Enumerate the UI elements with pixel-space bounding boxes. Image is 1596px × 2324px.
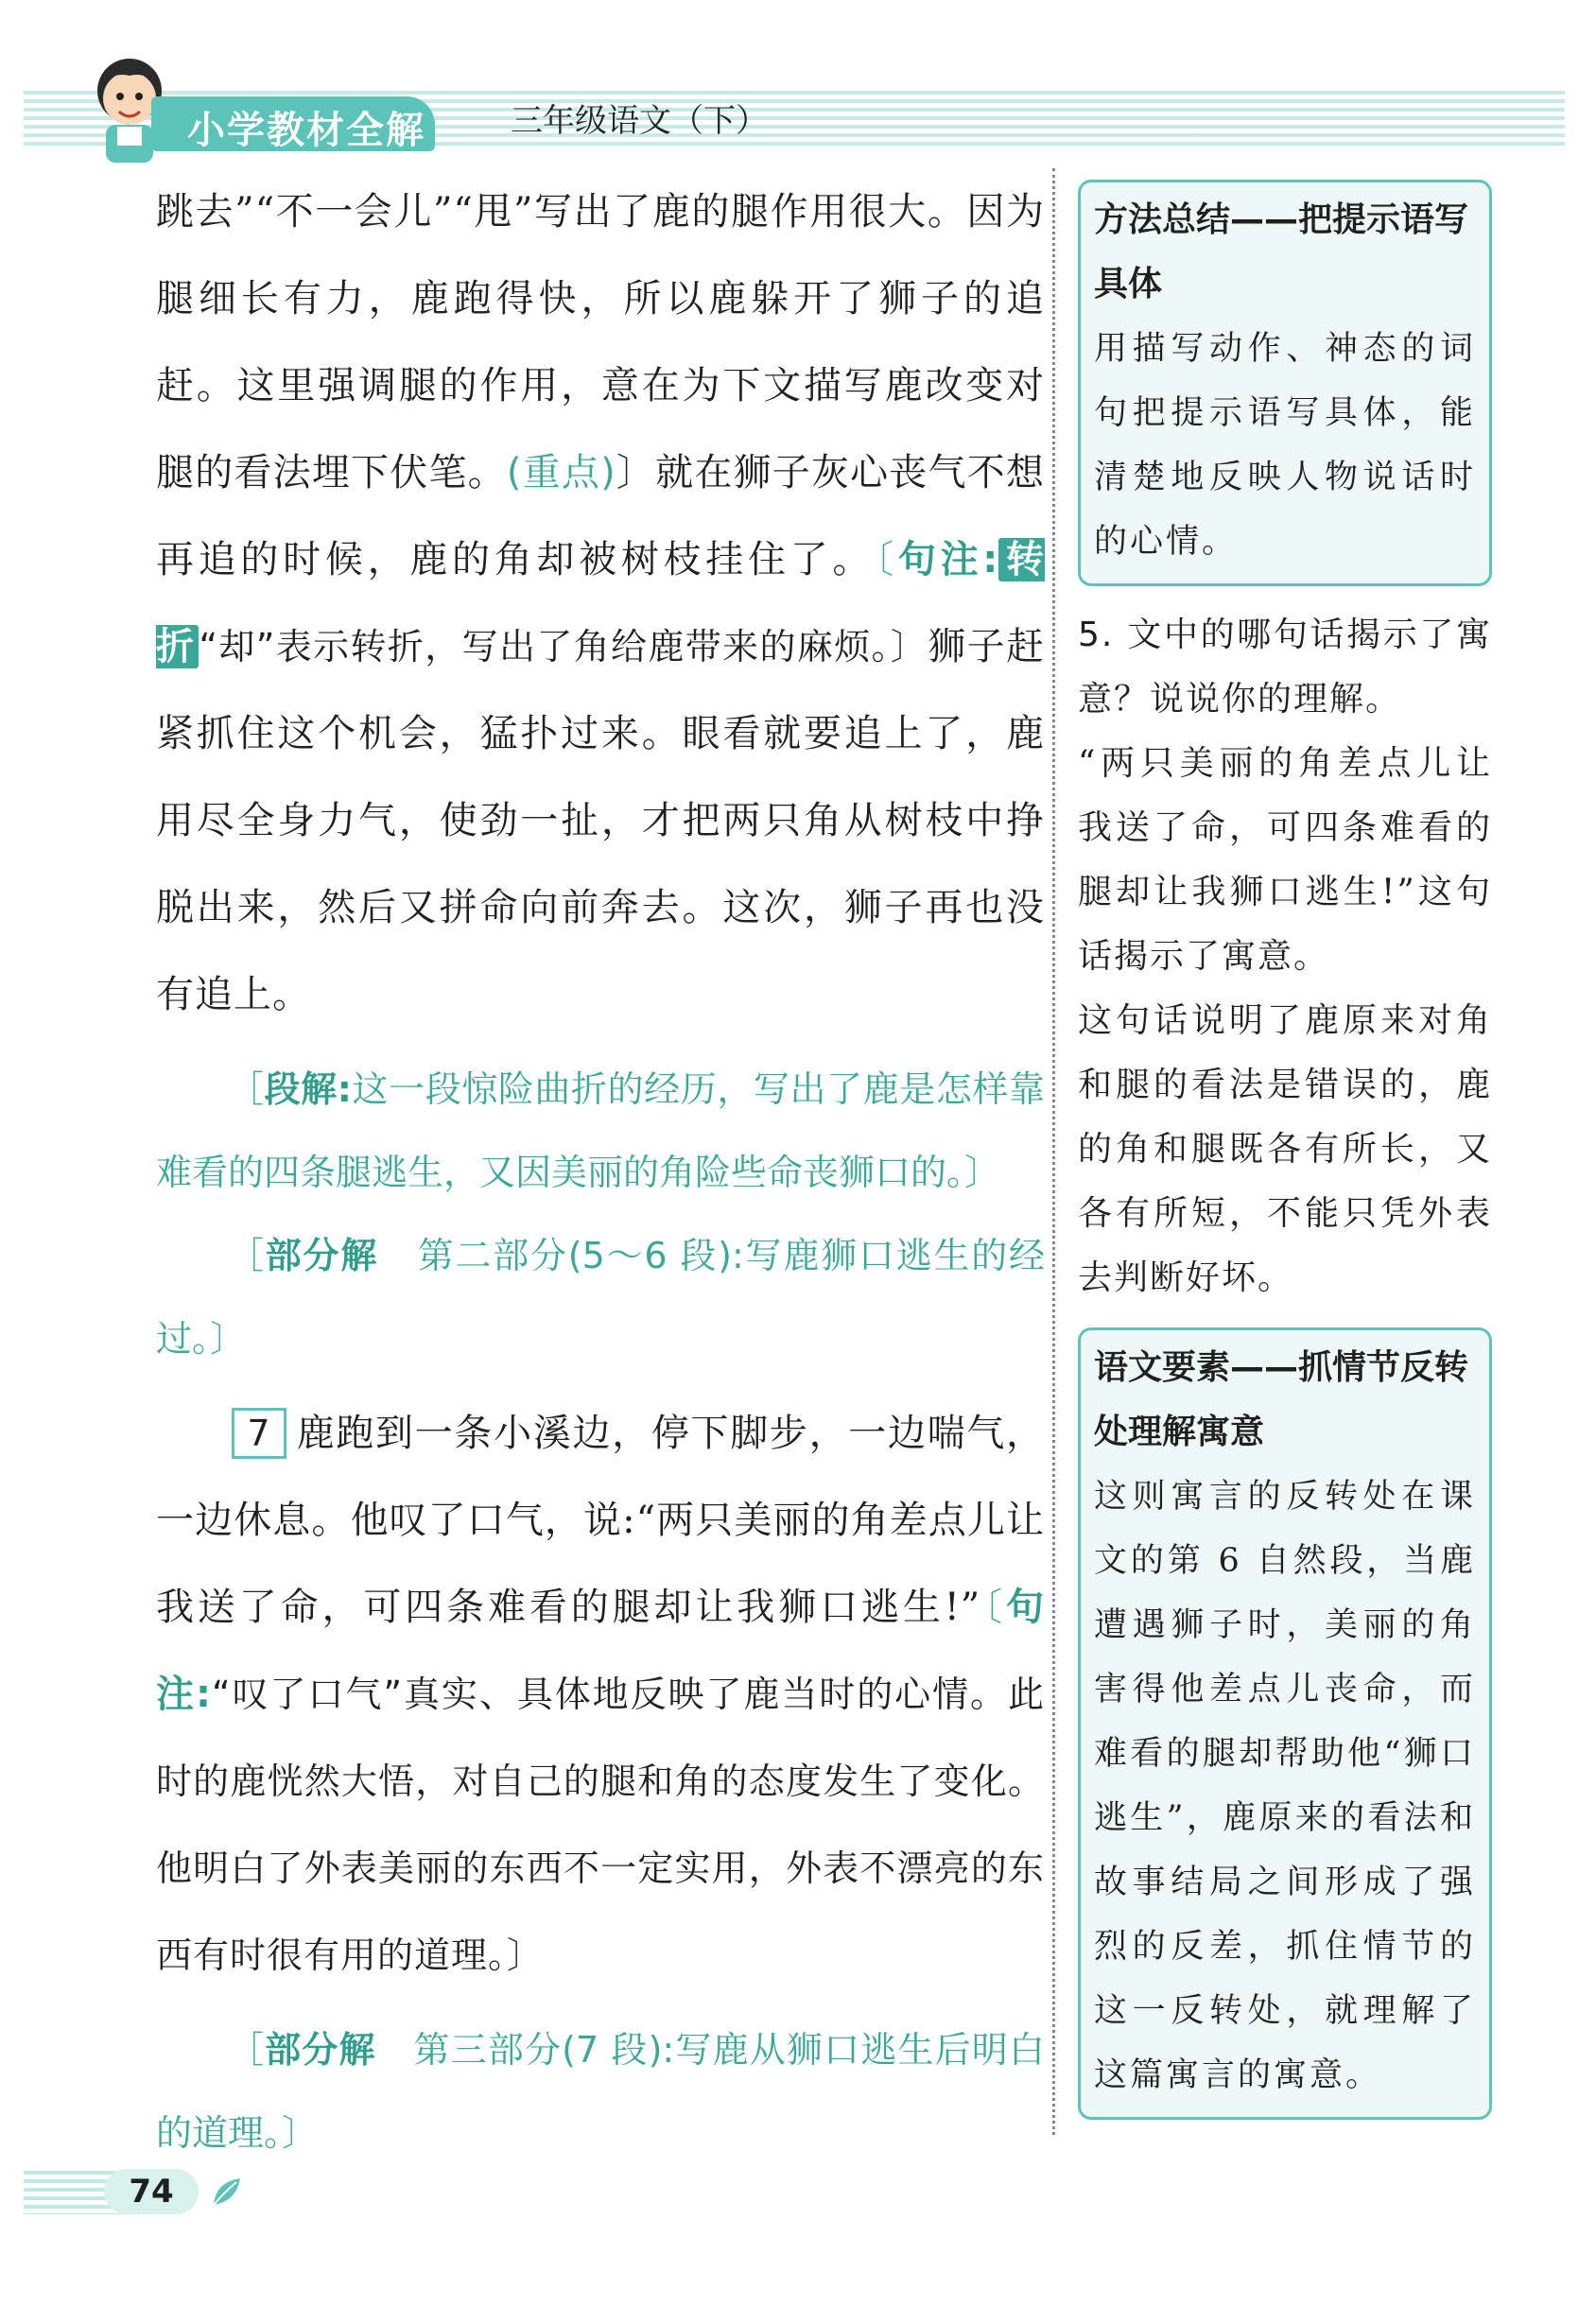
question-5-answer-2: 这句话说明了鹿原来对角和腿的看法是错误的，鹿的角和腿既各有所长，又各有所短，不能只凭外表去判断好坏。 <box>1078 1001 1492 1297</box>
question-5-answer-1: “两只美丽的角差点儿让我送了命，可四条难看的腿却让我狮口逃生!”这句话揭示了寓意。 <box>1078 744 1492 976</box>
sentence-note-label-2: 句注: <box>156 1586 1045 1716</box>
question-5-text: 5. 文中的哪句话揭示了寓意？说说你的理解。 <box>1078 616 1492 719</box>
section-analysis-2: ［部分解 第二部分(5～6 段):写鹿狮口逃生的经过。〕 <box>156 1235 1045 1360</box>
turning-point-highlight: 转折 <box>156 538 1046 668</box>
sentence-note-text: “却”表示转折，写出了角给鹿带来的麻烦。〕 <box>199 626 928 668</box>
leaf-icon <box>208 2173 246 2211</box>
method-summary-body: 用描写动作、神态的词句把提示语写具体，能清楚地反映人物说话时的心情。 <box>1094 330 1476 561</box>
paragraph-6-continued: 跳去”“不一会儿”“甩”写出了鹿的腿作用很大。因为腿细长有力，鹿跑得快，所以鹿躲开了狮子的追赶。这里强调腿的作用，意在为下文描写鹿改变对腿的看法埋下伏笔。(重点)〕就在狮子灰心丧气不想再追的时候，鹿的角却被树枝挂住了。〔句注: 转折 “却”表示转折，写出了角给鹿带来的麻烦。〕狮子赶紧抓住这个机会，猛扑过来。眼看就要追上了，鹿用尽全身力气，使劲一扯，才把两只角从树枝中挣脱出来，然后又拼命向前奔去。这次，狮子再也没有追上。 <box>156 190 1046 1016</box>
language-element-title: 语文要素——抓情节反转处理解寓意 <box>1094 1348 1469 1451</box>
book-title: 小学教材全解 <box>187 109 425 152</box>
method-summary-box <box>1078 180 1492 586</box>
column-divider <box>1052 168 1055 2135</box>
language-element-body: 这则寓言的反转处在课文的第 6 自然段，当鹿遭遇狮子时，美丽的角害得他差点儿丧命，而难看的腿却帮助他“狮口逃生”，鹿原来的看法和故事结局之间形成了强烈的反差，抓住情节的这一反转处，就理解了这篇寓言的寓意。 <box>1094 1478 1476 2094</box>
key-point-tag: (重点) <box>506 451 616 494</box>
language-element-box <box>1078 1327 1492 2120</box>
book-title-tab <box>151 96 435 151</box>
sentence-note-label: 句注: <box>897 538 999 581</box>
paragraph-7: 7 鹿跑到一条小溪边，停下脚步，一边喘气，一边休息。他叹了口气，说:“两只美丽的角差点儿让我送了命，可四条难看的腿却让我狮口逃生!”〔句注:“叹了口气”真实、具体地反映了鹿当时的心情。此时的鹿恍然大悟，对自己的腿和角的态度发生了变化。他明白了外表美丽的东西不一定实用，外表不漂亮的东西有时很有用的道理。〕 <box>156 1390 1045 1999</box>
paragraph-analysis: ［段解:这一段惊险曲折的经历，写出了鹿是怎样靠难看的四条腿逃生，又因美丽的角险些命丧狮口的。〕 <box>156 1068 1045 1193</box>
page-number: 74 <box>104 2169 199 2214</box>
section-analysis-3: ［部分解 第三部分(7 段):写鹿从狮口逃生后明白的道理。〕 <box>156 2029 1045 2154</box>
page-header <box>0 0 1596 170</box>
sentence-note-text-2: “叹了口气”真实、具体地反映了鹿当时的心情。此时的鹿恍然大悟，对自己的腿和角的态度发生了变化。他明白了外表美丽的东西不一定实用，外表不漂亮的东西有时很有用的道理。〕 <box>156 1674 1045 1976</box>
method-summary-title: 方法总结——把提示语写具体 <box>1094 200 1469 304</box>
main-text-column <box>156 168 1045 2175</box>
paragraph-number-badge: 7 <box>232 1408 286 1459</box>
grade-label: 三年级语文（下） <box>511 102 768 140</box>
sidebar-column <box>1078 180 1492 2120</box>
page-footer <box>24 2165 307 2222</box>
question-5 <box>1078 603 1492 1310</box>
